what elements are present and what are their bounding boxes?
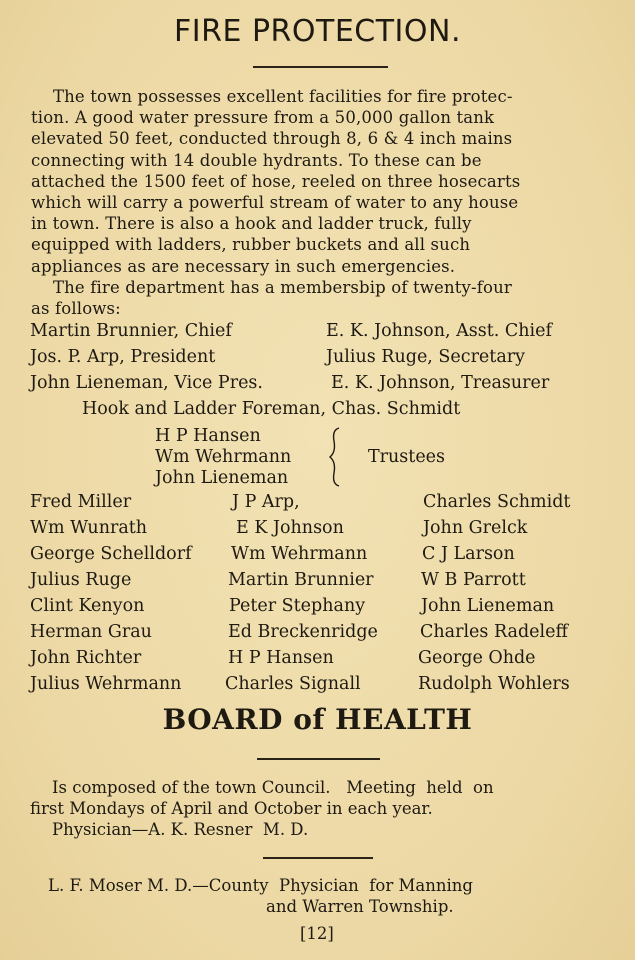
county-line: and Warren Township. bbox=[266, 897, 454, 916]
trustee-name: John Lieneman bbox=[155, 468, 289, 488]
intro-line: attached the 1500 feet of hose, reeled on three hosecarts bbox=[31, 171, 521, 191]
board-line: Is composed of the town Council. Meeting held on bbox=[52, 778, 494, 797]
intro-line: in town. There is also a hook and ladder truck, fully bbox=[31, 214, 472, 234]
board-physician: Physician—A. K. Resner M. D. bbox=[52, 820, 309, 839]
foreman-line: Hook and Ladder Foreman, Chas. Schmidt bbox=[82, 399, 461, 419]
member-name: Julius Wehrmann bbox=[30, 674, 182, 694]
member-name: Clint Kenyon bbox=[30, 596, 145, 616]
member-name: Charles Schmidt bbox=[423, 492, 571, 512]
membership-line: The fire department has a membersbip of twenty-four bbox=[53, 277, 512, 297]
intro-paragraph bbox=[31, 86, 591, 319]
member-name: Fred Miller bbox=[30, 492, 132, 512]
county-line: L. F. Moser M. D.—County Physician for Manning bbox=[48, 876, 473, 895]
member-name: H P Hansen bbox=[228, 648, 334, 668]
member-name: J P Arp, bbox=[232, 492, 300, 512]
page-number: [12] bbox=[300, 924, 334, 943]
member-name: John Grelck bbox=[423, 518, 528, 538]
member-name: George Ohde bbox=[418, 648, 536, 668]
officer-entry: Martin Brunnier, Chief bbox=[30, 321, 232, 341]
member-name: W B Parrott bbox=[421, 570, 526, 590]
member-name: Martin Brunnier bbox=[228, 570, 374, 590]
board-of-health-title: BOARD of HEALTH bbox=[162, 703, 473, 736]
officer-entry: E. K. Johnson, Treasurer bbox=[331, 373, 550, 393]
trustees-label: Trustees bbox=[368, 447, 446, 467]
member-name: Julius Ruge bbox=[30, 570, 132, 590]
page-title: FIRE PROTECTION. bbox=[174, 14, 461, 49]
title-rule bbox=[253, 66, 388, 68]
member-name: Peter Stephany bbox=[229, 596, 366, 616]
intro-line: elevated 50 feet, conducted through 8, 6 & 4 inch mains bbox=[31, 129, 513, 149]
trustees-brace-icon bbox=[328, 427, 342, 487]
board-rule bbox=[257, 758, 380, 760]
intro-line: appliances as are necessary in such emergencies. bbox=[31, 256, 456, 276]
member-name: Herman Grau bbox=[30, 622, 152, 642]
member-name: Rudolph Wohlers bbox=[418, 674, 570, 694]
officer-entry: Jos. P. Arp, President bbox=[30, 347, 216, 367]
intro-line: connecting with 14 double hydrants. To these can be bbox=[31, 150, 482, 170]
member-name: George Schelldorf bbox=[30, 544, 192, 564]
intro-line: tion. A good water pressure from a 50,000 gallon tank bbox=[31, 108, 495, 128]
member-name: John Lieneman bbox=[421, 596, 555, 616]
member-name: Charles Radeleff bbox=[420, 622, 568, 642]
member-name: C J Larson bbox=[422, 544, 515, 564]
member-name: Wm Wehrmann bbox=[231, 544, 368, 564]
trustee-name: H P Hansen bbox=[155, 426, 261, 446]
officer-entry: E. K. Johnson, Asst. Chief bbox=[326, 321, 552, 341]
member-name: Charles Signall bbox=[225, 674, 361, 694]
intro-line: which will carry a powerful stream of water to any house bbox=[31, 193, 519, 213]
intro-line: The town possesses excellent facilities for fire protec- bbox=[53, 87, 513, 106]
intro-line: equipped with ladders, rubber buckets and all such bbox=[31, 235, 471, 255]
county-rule bbox=[263, 857, 373, 859]
membership-line: as follows: bbox=[31, 299, 121, 319]
member-name: Wm Wunrath bbox=[30, 518, 148, 538]
officer-entry: John Lieneman, Vice Pres. bbox=[30, 373, 263, 393]
trustee-name: Wm Wehrmann bbox=[155, 447, 292, 467]
officer-entry: Julius Ruge, Secretary bbox=[326, 347, 526, 367]
member-name: Ed Breckenridge bbox=[228, 622, 378, 642]
board-line: first Mondays of April and October in each year. bbox=[30, 799, 433, 818]
member-name: John Richter bbox=[30, 648, 142, 668]
member-name: E K Johnson bbox=[236, 518, 344, 538]
